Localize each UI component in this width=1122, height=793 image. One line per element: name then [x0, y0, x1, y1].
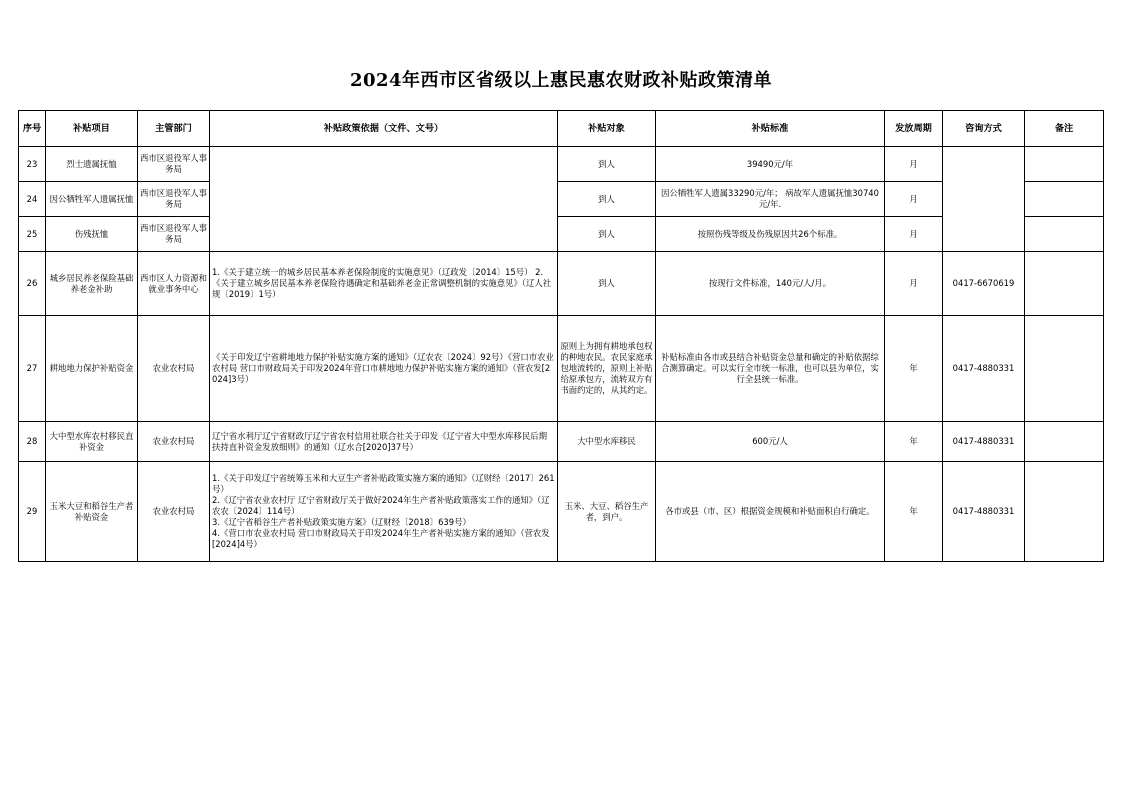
row-remark: [1025, 217, 1104, 252]
col-header-cycle: 发放周期: [885, 111, 943, 147]
col-header-standard: 补贴标准: [656, 111, 885, 147]
row-no: 29: [19, 462, 46, 562]
row-cycle: 年: [885, 316, 943, 422]
row-cycle: 月: [885, 182, 943, 217]
row-dept: 农业农村局: [138, 422, 210, 462]
basis-line: 辽宁省水利厅辽宁省财政厅辽宁省农村信用社联合社关于印发《辽宁省大中型水库移民后期扶持直补资金发放细则》的通知（辽水合[2020]37号）: [212, 430, 547, 452]
col-header-dept: 主管部门: [138, 111, 210, 147]
basis-line: 2.《辽宁省农业农村厅 辽宁省财政厅关于做好2024年生产者补贴政策落实工作的通知》（辽农农〔2024〕114号）: [212, 495, 550, 516]
col-header-item: 补贴项目: [46, 111, 138, 147]
row-standard: 因公牺牲军人遗属33290元/年； 病故军人遗属抚恤30740元/年.: [656, 182, 885, 217]
row-item: 烈士遗属抚恤: [46, 147, 138, 182]
table-row: [19, 182, 1104, 217]
row-item: 因公牺牲军人遗属抚恤: [46, 182, 138, 217]
page-title: 2024年西市区省级以上惠民惠农财政补贴政策清单: [349, 70, 773, 91]
row-basis: [210, 422, 558, 462]
table-row: [19, 422, 1104, 462]
table-row: [19, 217, 1104, 252]
row-item: 伤残抚恤: [46, 217, 138, 252]
row-standard: 按照伤残等级及伤残原因共26个标准。: [656, 217, 885, 252]
row-target: 到人: [558, 252, 656, 316]
header-row: [19, 111, 1104, 147]
row-remark: [1025, 462, 1104, 562]
row-cycle: 月: [885, 147, 943, 182]
row-contact: 0417-4880331: [943, 462, 1025, 562]
row-basis: [210, 252, 558, 316]
row-target: 到人: [558, 182, 656, 217]
row-contact: 0417-6670619: [943, 252, 1025, 316]
row-target: 到人: [558, 147, 656, 182]
row-cycle: 年: [885, 422, 943, 462]
row-standard: 各市或县（市、区）根据资金规模和补贴面积自行确定。: [656, 462, 885, 562]
row-remark: [1025, 147, 1104, 182]
row-target: 大中型水库移民: [558, 422, 656, 462]
row-standard: 600元/人: [656, 422, 885, 462]
basis-line: 1.《关于建立统一的城乡居民基本养老保险制度的实施意见》（辽政发〔2014〕15号） 2.《关于建立城乡居民基本养老保险待遇确定和基础养老金正常调整机制的实施意见》（辽人社规〔2019〕1号）: [212, 267, 552, 299]
subsidy-table: [18, 110, 1104, 562]
row-cycle: 年: [885, 462, 943, 562]
table-row: [19, 316, 1104, 422]
row-item: 耕地地力保护补贴资金: [46, 316, 138, 422]
row-dept: 西市区人力资源和就业事务中心: [138, 252, 210, 316]
row-cycle: 月: [885, 217, 943, 252]
table-row: [19, 462, 1104, 562]
row-standard: 39490元/年: [656, 147, 885, 182]
row-remark: [1025, 316, 1104, 422]
table-row: [19, 252, 1104, 316]
basis-line: 4.《营口市农业农村局 营口市财政局关于印发2024年生产者补贴实施方案的通知》（营农发[2024]4号）: [212, 528, 550, 549]
col-header-target: 补贴对象: [558, 111, 656, 147]
row-item: 玉米大豆和稻谷生产者补贴资金: [46, 462, 138, 562]
row-contact: 0417-4880331: [943, 422, 1025, 462]
row-basis: [210, 462, 558, 562]
row-dept: 西市区退役军人事务局: [138, 182, 210, 217]
row-target: 玉米、大豆、稻谷生产者，到户。: [558, 462, 656, 562]
row-no: 27: [19, 316, 46, 422]
col-header-contact: 咨询方式: [943, 111, 1025, 147]
row-dept: 农业农村局: [138, 462, 210, 562]
row-no: 28: [19, 422, 46, 462]
row-basis-empty: [210, 147, 558, 252]
col-header-basis: 补贴政策依据（文件、文号）: [210, 111, 558, 147]
row-no: 23: [19, 147, 46, 182]
row-contact: 0417-4880331: [943, 316, 1025, 422]
row-item: 城乡居民养老保险基础养老金补助: [46, 252, 138, 316]
row-dept: 西市区退役军人事务局: [138, 217, 210, 252]
row-remark: [1025, 252, 1104, 316]
basis-line: 1.《关于印发辽宁省统筹玉米和大豆生产者补贴政策实施方案的通知》（辽财经〔2017〕261号）: [212, 473, 555, 494]
row-no: 26: [19, 252, 46, 316]
row-basis: [210, 316, 558, 422]
row-target: 原则上为拥有耕地承包权的种地农民。农民家庭承包地流转的，原则上补贴给原承包方，流转双方有书面约定的，从其约定。: [558, 316, 656, 422]
row-no: 24: [19, 182, 46, 217]
row-standard: 按现行文件标准，140元/人/月。: [656, 252, 885, 316]
row-cycle: 月: [885, 252, 943, 316]
row-standard: 补贴标准由各市或县结合补贴资金总量和确定的补贴依据综合测算确定。可以实行全市统一标准，也可以县为单位，实行全县统一标准。: [656, 316, 885, 422]
row-dept: 西市区退役军人事务局: [138, 147, 210, 182]
basis-line: 《关于印发辽宁省耕地地力保护补贴实施方案的通知》（辽农农〔2024〕92号）《营口市农业农村局 营口市财政局关于印发2024年营口市耕地地力保护补贴实施方案的通知》（营农发[2024]3号）: [212, 352, 554, 384]
basis-line: 3.《辽宁省稻谷生产者补贴政策实施方案》（辽财经〔2018〕639号）: [212, 517, 471, 527]
row-remark: [1025, 422, 1104, 462]
row-target: 到人: [558, 217, 656, 252]
col-header-remark: 备注: [1025, 111, 1104, 147]
col-header-no: 序号: [19, 111, 46, 147]
row-dept: 农业农村局: [138, 316, 210, 422]
row-item: 大中型水库农村移民直补资金: [46, 422, 138, 462]
row-contact-empty: [943, 147, 1025, 252]
table-row: [19, 147, 1104, 182]
row-remark: [1025, 182, 1104, 217]
row-no: 25: [19, 217, 46, 252]
